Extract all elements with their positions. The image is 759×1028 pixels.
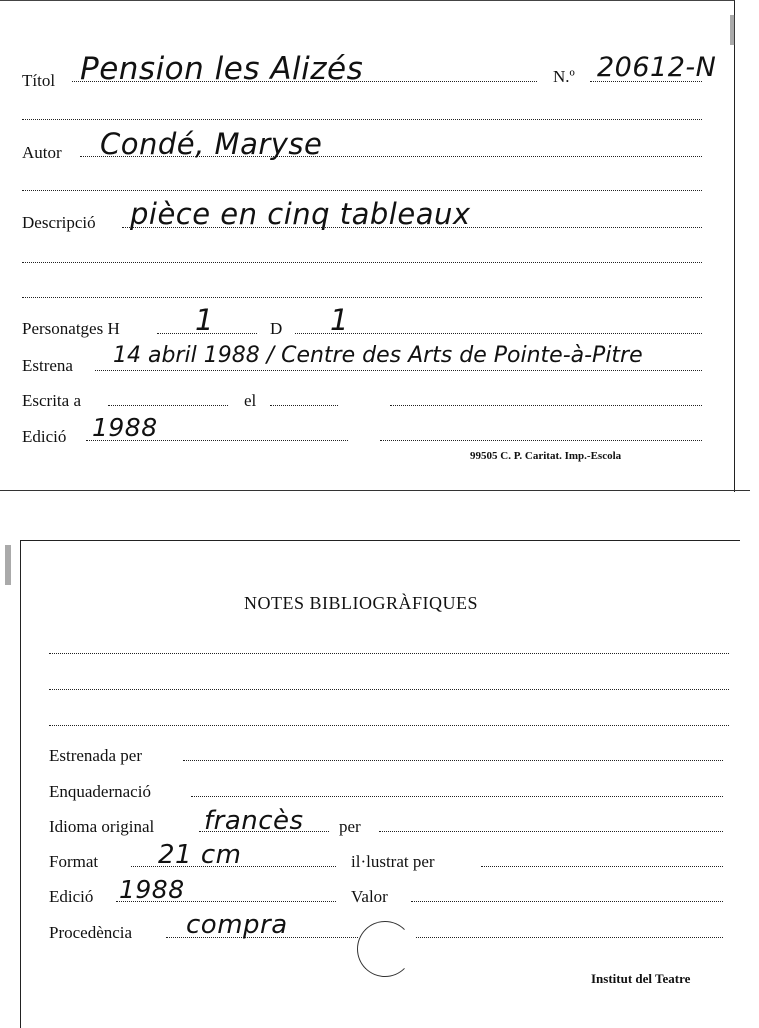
blank-line <box>22 190 702 191</box>
institution-imprint: Institut del Teatre <box>591 971 691 986</box>
estrena-label: Estrena <box>22 356 73 375</box>
el-label: el <box>244 391 257 410</box>
blank-line <box>49 689 729 690</box>
idioma-value: francès <box>204 806 304 836</box>
num-value: 20612-N <box>597 52 717 83</box>
blank-line <box>380 440 702 441</box>
blank-line <box>416 937 723 938</box>
idioma-label: Idioma original <box>49 817 155 836</box>
estrenada-line <box>183 760 723 761</box>
titol-value: Pension les Alizés <box>80 51 364 87</box>
illustrat-line <box>481 866 723 867</box>
per-label: per <box>339 817 361 836</box>
procedencia-value: compra <box>186 910 288 940</box>
catalog-card-front <box>0 0 735 492</box>
format-value: 21 cm <box>158 840 242 870</box>
autor-label: Autor <box>22 143 62 162</box>
illustrat-label: il·lustrat per <box>351 852 435 871</box>
blank-line <box>49 653 729 654</box>
estrena-line <box>95 370 702 371</box>
blank-line <box>49 725 729 726</box>
procedencia-label: Procedència <box>49 923 133 942</box>
edicio-label: Edició <box>22 427 67 446</box>
escrita-label: Escrita a <box>22 391 81 410</box>
personatges-d-line <box>295 333 702 334</box>
autor-value: Condé, Maryse <box>100 127 323 161</box>
titol-label: Títol <box>22 71 56 90</box>
escrita-line <box>108 405 228 406</box>
scan-noise <box>730 15 735 45</box>
personatges-d-value: 1 <box>330 303 349 337</box>
notes-heading: NOTES BIBLIOGRÀFIQUES <box>244 593 479 613</box>
valor-line <box>411 901 723 902</box>
estrenada-label: Estrenada per <box>49 746 142 765</box>
el-line <box>270 405 338 406</box>
descripcio-label: Descripció <box>22 213 96 232</box>
enquadernacio-label: Enquadernació <box>49 782 151 801</box>
descripcio-value: pièce en cinq tableaux <box>130 197 471 231</box>
blank-line <box>390 405 702 406</box>
catalog-card-back <box>20 540 740 1028</box>
edicio-value: 1988 <box>92 413 158 442</box>
card-separator <box>0 490 750 491</box>
blank-line <box>22 262 702 263</box>
personatges-d-label: D <box>270 319 283 338</box>
enquadernacio-line <box>191 796 723 797</box>
blank-line <box>22 119 702 120</box>
edicio-value: 1988 <box>119 875 185 904</box>
edicio-label: Edició <box>49 887 94 906</box>
printer-imprint: 99505 C. P. Caritat. Imp.-Escola <box>470 450 622 462</box>
per-line <box>379 831 723 832</box>
format-label: Format <box>49 852 99 871</box>
punch-hole <box>357 921 413 977</box>
valor-label: Valor <box>351 887 388 906</box>
estrena-value: 14 abril 1988 / Centre des Arts de Pointe-à-Pitre <box>113 343 643 368</box>
personatges-label: Personatges H <box>22 319 120 338</box>
blank-line <box>22 297 702 298</box>
scan-noise <box>5 545 11 585</box>
personatges-h-value: 1 <box>195 303 214 337</box>
num-label: N.º <box>553 67 575 86</box>
